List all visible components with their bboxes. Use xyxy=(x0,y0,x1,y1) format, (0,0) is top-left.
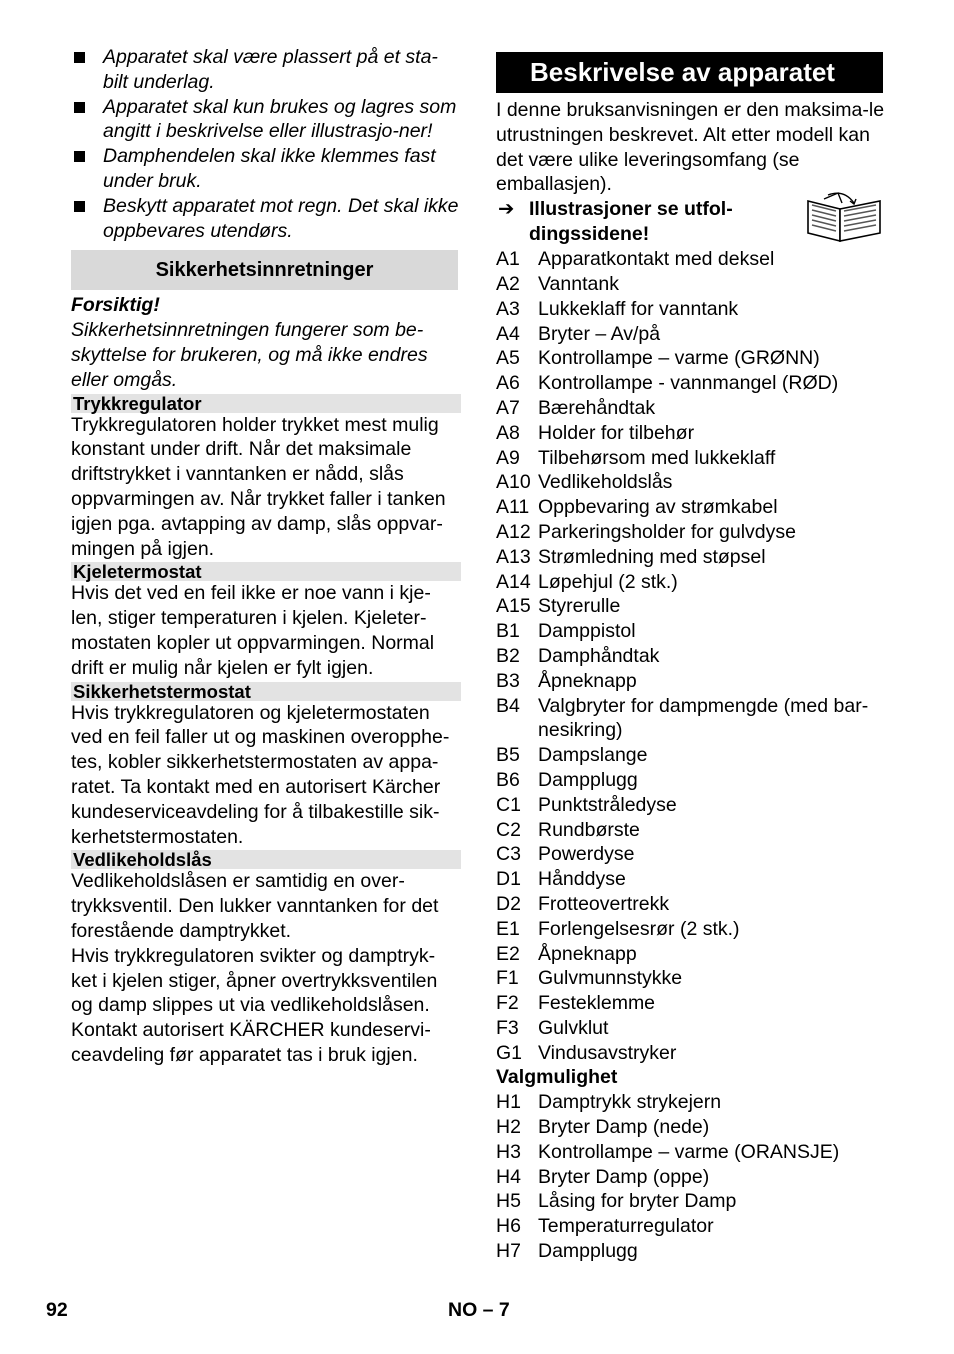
list-item: D2 Frotteovertrekk xyxy=(496,892,670,915)
square-bullet-icon xyxy=(74,52,85,63)
list-item: F1 Gulvmunnstykke xyxy=(496,967,683,990)
list-item: H6 Temperaturregulator xyxy=(496,1215,714,1238)
list-item: G1 Vindusavstryker xyxy=(496,1041,677,1064)
list-item: A3 Lukkeklaff for vanntank xyxy=(496,297,739,320)
paragraph: Vedlikeholdslåsen er samtidig en over-trykksventil. Den lukker vanntanken for det forestående damptrykket. xyxy=(71,870,439,942)
list-item: B5 Dampslange xyxy=(496,744,648,767)
section-label: NO – 7 xyxy=(448,1299,510,1321)
warning-title: Forsiktig! xyxy=(71,294,160,317)
list-item: H3 Kontrollampe – varme (ORANSJE) xyxy=(496,1140,840,1163)
list-item: A7 Bærehåndtak xyxy=(496,396,656,419)
list-item: F3 Gulvklut xyxy=(496,1016,609,1039)
bullet-item: Apparatet skal kun brukes og lagres som angitt i beskrivelse eller illustrasjo-ner! xyxy=(71,95,461,145)
section-title-description: Beskrivelse av apparatet xyxy=(496,52,883,93)
intro-paragraph: I denne bruksanvisningen er den maksima-le utrustningen beskrevet. Alt etter modell kan det være ulike leveringsomfang (se emballasjen). xyxy=(496,99,885,196)
list-item: E2 Åpneknapp xyxy=(496,942,637,965)
list-item: A8 Holder for tilbehør xyxy=(496,421,695,444)
list-item: A5 Kontrollampe – varme (GRØNN) xyxy=(496,347,820,370)
list-item: A6 Kontrollampe - vannmangel (RØD) xyxy=(496,372,839,395)
paragraph: Trykkregulatoren holder trykket mest mulig konstant under drift. Når det maksimale driftstrykket i vanntanken er nådd, slås oppvarmingen av. Når trykket faller i tanken igjen pga. avtapping av damp, slås oppvar-mingen på igjen. xyxy=(71,413,446,560)
square-bullet-icon xyxy=(74,102,85,113)
optional-heading: Valgmulighet xyxy=(496,1066,618,1089)
optional-component-list xyxy=(496,1090,888,1264)
list-item: C1 Punktstråledyse xyxy=(496,793,677,816)
bullet-item: Damphendelen skal ikke klemmes fast under bruk. xyxy=(71,144,461,194)
safety-bullet-list xyxy=(71,45,461,243)
list-item: A14 Løpehjul (2 stk.) xyxy=(496,570,678,593)
paragraph: Hvis trykkregulatoren og kjeletermostaten ved en feil faller ut og maskinen overopphe-tes, kobler sikkerhetstermostaten av appa-ratet. Ta kontakt med en autorisert Kärcher kundeserviceavdeling for å tilbakestille sik-kerhetstermostaten. xyxy=(71,701,450,848)
list-item: B3 Åpneknapp xyxy=(496,669,637,692)
warning-text: Sikkerhetsinnretningen fungerer som be-skyttelse for brukeren, og må ikke endres eller omgås. xyxy=(71,319,428,391)
subheading-maintenance-lock: Vedlikeholdslås xyxy=(71,850,461,869)
list-item: C3 Powerdyse xyxy=(496,843,635,866)
page-number: 92 xyxy=(46,1299,68,1321)
paragraph: Hvis det ved en feil ikke er noe vann i kje-len, stiger temperaturen i kjelen. Kjeleter-mostaten kopler ut oppvarmingen. Normal drift er mulig når kjelen er fylt igjen. xyxy=(71,582,435,679)
subheading-safety-thermostat: Sikkerhetstermostat xyxy=(71,682,461,701)
arrow-icon: ➔ xyxy=(498,198,515,221)
book-icon xyxy=(804,191,884,243)
component-list xyxy=(496,247,888,1065)
list-item: B1 Damppistol xyxy=(496,620,636,643)
list-item: H1 Damptrykk strykejern xyxy=(496,1091,722,1114)
bullet-item: Apparatet skal være plassert på et sta-bilt underlag. xyxy=(71,45,461,95)
list-item: C2 Rundbørste xyxy=(496,818,640,841)
list-item: D1 Hånddyse xyxy=(496,868,626,891)
left-column xyxy=(71,45,461,1068)
section-heading-safety: Sikkerhetsinnretninger xyxy=(71,250,458,290)
list-item: H7 Dampplugg xyxy=(496,1240,638,1263)
list-item: E1 Forlengelsesrør (2 stk.) xyxy=(496,917,740,940)
subheading-pressure-regulator: Trykkregulator xyxy=(71,394,461,413)
right-column xyxy=(496,52,888,1264)
list-item: A9 Tilbehørsom med lukkeklaff xyxy=(496,446,776,469)
list-item: H2 Bryter Damp (nede) xyxy=(496,1116,710,1139)
list-item: A13 Strømledning med støpsel xyxy=(496,545,766,568)
illustration-note-text: Illustrasjoner se utfol-dingssidene! xyxy=(529,198,733,245)
list-item: A4 Bryter – Av/på xyxy=(496,322,661,345)
list-item: F2 Festeklemme xyxy=(496,992,656,1015)
bullet-item: Beskytt apparatet mot regn. Det skal ikke oppbevares utendørs. xyxy=(71,194,461,244)
subheading-boiler-thermostat: Kjeletermostat xyxy=(71,562,461,581)
square-bullet-icon xyxy=(74,151,85,162)
square-bullet-icon xyxy=(74,201,85,212)
list-item: A15 Styrerulle xyxy=(496,595,621,618)
list-item: B4 Valgbryter for dampmengde (med bar-nesikring) xyxy=(496,694,869,742)
list-item: H5 Låsing for bryter Damp xyxy=(496,1190,737,1213)
list-item: A2 Vanntank xyxy=(496,272,619,295)
paragraph: Hvis trykkregulatoren svikter og damptryk-ket i kjelen stiger, åpner overtrykksventilen og damp slippes ut via vedlikeholdslåsen. Kontakt autorisert KÄRCHER kundeservi-ceavdeling før apparatet tas i bruk igjen. xyxy=(71,944,438,1066)
list-item: A10 Vedlikeholdslås xyxy=(496,471,673,494)
illustration-note xyxy=(496,197,888,247)
list-item: B2 Damphåndtak xyxy=(496,644,660,667)
list-item: B6 Dampplugg xyxy=(496,768,638,791)
list-item: A1 Apparatkontakt med deksel xyxy=(496,248,775,271)
list-item: A11 Oppbevaring av strømkabel xyxy=(496,496,778,519)
list-item: A12 Parkeringsholder for gulvdyse xyxy=(496,520,796,543)
list-item: H4 Bryter Damp (oppe) xyxy=(496,1165,710,1188)
